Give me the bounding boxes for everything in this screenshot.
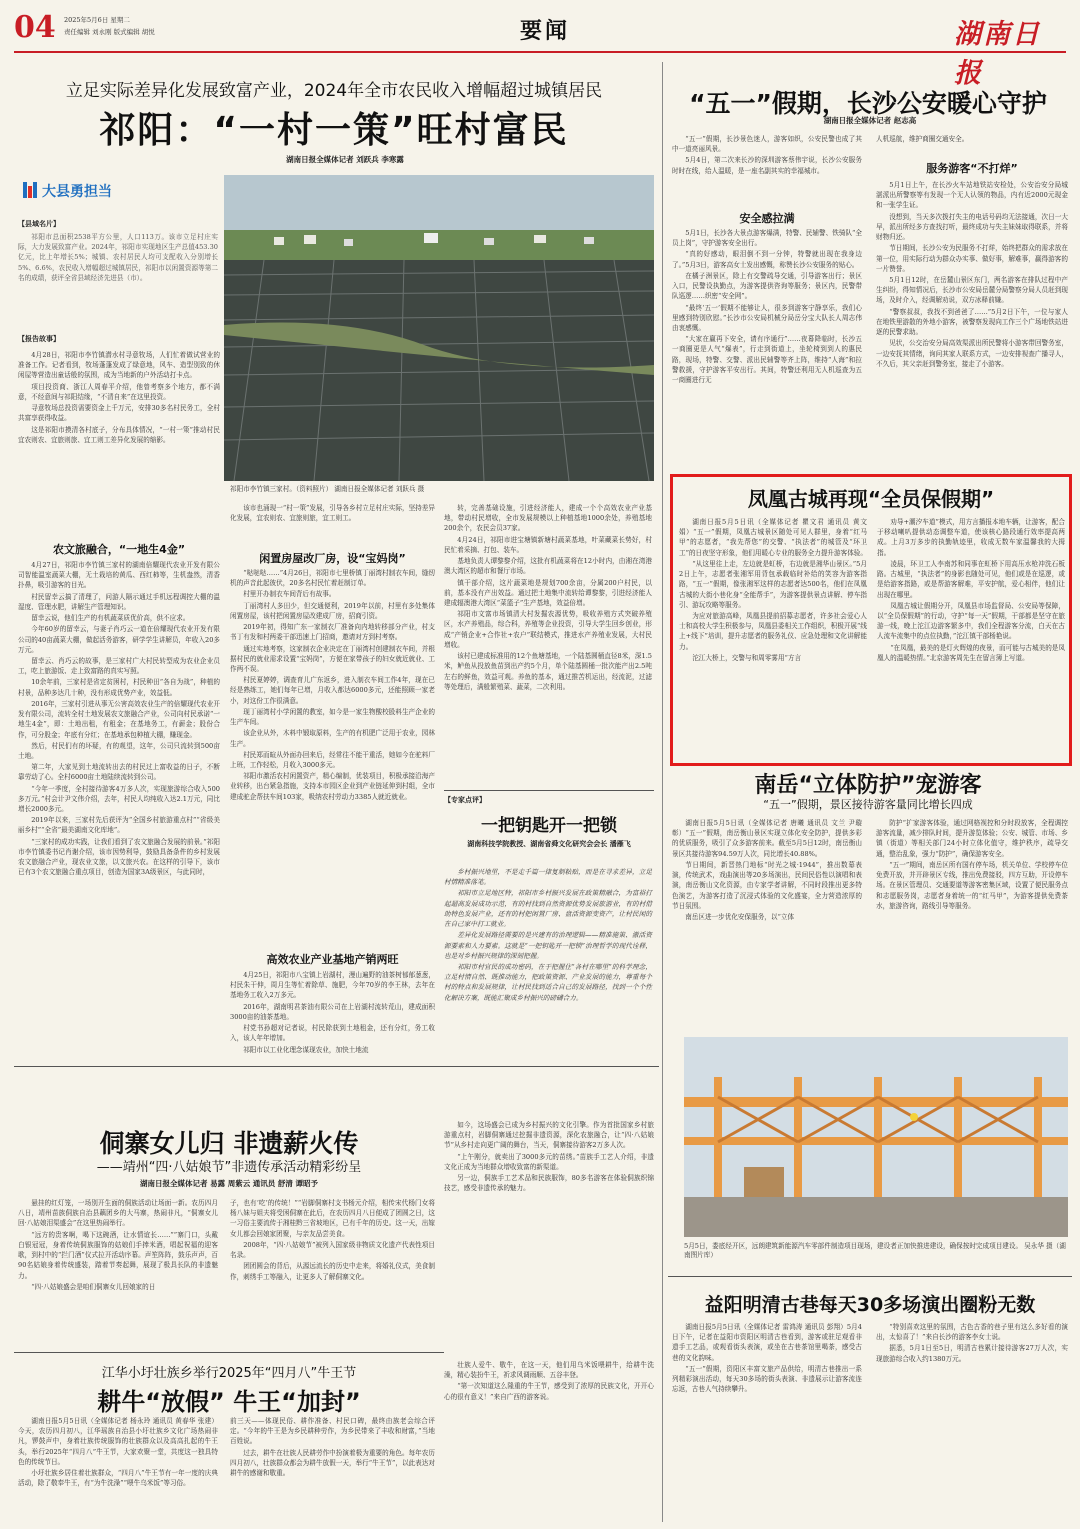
report-story-tag: 【报告故事】 bbox=[18, 335, 60, 343]
niu-kicker: 江华小圩壮族乡举行2025年“四月八”牛王节 bbox=[101, 1366, 357, 1381]
dong-byline: 湖南日报全媒体记者 易露 周紫云 通讯员 舒清 谭昭予 bbox=[139, 1179, 319, 1188]
qiyang-subhead-3: 高效农业产业基地产销两旺 bbox=[266, 953, 399, 966]
fenghuang-title: 凤凰古城再现“全员保假期” bbox=[747, 487, 995, 511]
qiyang-subhead-2: 闲置房屋改厂房，设“宝妈岗” bbox=[259, 552, 406, 565]
masthead-rule bbox=[14, 51, 1066, 53]
editors-line: 责任编辑 刘永刚 版式编辑 胡悦 bbox=[64, 28, 155, 36]
dong-title: 侗寨女儿归 非遗薪火传 bbox=[99, 1129, 359, 1158]
qiyang-col1-top: 4月28日，祁阳市李竹镇潜水村寻意牧场，人们忙着做试营业的准备工作。记者看到，牧场蓬蓬发成了绿意地，风车、造型别致的休闲屋等营造出童话般的氛围，成为当地新的户外活动打卡点。 项目投资商、浙江人周春平介绍，他曾考察多个地方，都不满意，不经意间与祁阳结缘，“不清自来”在这里投资。 寻意牧场总投资需要资金上千万元，安排30多名村民务工，全村共富享获得收益。 这是祁阳市摸清各村底子，分布具体情况，“一村一策”推动村民宜农则农、宜旅则旅、宜工则工差异化发展的缩影。 bbox=[18, 351, 220, 444]
changsha-col2-bottom: 5月1日上午，在长沙火车站地铁站安检处，公安治安分局城湛派出所警察等有发现一个无人认领的物品，内有近2000元现金和一张学生证。 没想到，当天多次拨打失主的电话号码均无法接通，次日一大早，派出所经多方查找打听，最终成功与失主妹妹取得联系，并将财物归还。 节日期间，长沙公安为民服务不打烊，始终把群众的需求放在第一位，用实际行动为群众办实事、做好事，解难事，赢得游客的一片赞誉。 5月1日12时，在岳麓山景区东门，两名游客在排队过程中产生纠纷，得知情况后，长沙市公安局岳麓分局警察分局人员赶到现场，及时介入，经调解劝说，双方冰释前嫌。 “警察叔叔，我找不到爸爸了……”5月2日下午，一位与家人在地铁里游散的外地小游客，被警察发现向工作三个广场地铁站进逐的民警求助。 见状，公交治安分局高效渠派出所民警将小游客带回警务室，一边安抚其情绪，询问其家人联系方式，一边安排视查广播寻人，不久后，其父亲赶到警务室，接走了小游客。 bbox=[876, 181, 1068, 368]
column-divider bbox=[662, 62, 663, 1522]
qiyang-photo-caption: 祁阳市李竹镇三家村。（资料照片） 湖南日报全媒体记者 刘跃兵 摄 bbox=[230, 485, 425, 493]
newspaper-logo: 湖南日报 bbox=[954, 19, 1041, 89]
expert-box bbox=[444, 790, 654, 1060]
qiyang-byline: 湖南日报全媒体记者 刘跃兵 李寒露 bbox=[286, 155, 404, 164]
changsha-col1-bottom: 5月1日，长沙各大景点游客爆满，特警、民辅警、铁骑队“全员上岗”，守护游客安全出行。 “真的好感动，眼泪倒不到一分钟，特警就出现在我身边了。”5月3日，游客高女士发出感慨，称赞长沙公安服务的贴心。 在橘子洲景区，除上有交警疏导交通，引导游客出行；景区入口，民警设执勤点，为游客提供咨询等服务；景区内，民警带队巡逻……织密“安全网”。 “最终‘五一’假期不能够让人，很多到游客宁静享乐，我们心里感到特别欣慰。”长沙市公安局机械分局岳分宝大队长人周志伟由衷感慨。 “大家在赢再下安全，请有序通行”……夜幕降临时，长沙五一商圈更是人气“爆表”，行走到街道上，坐轮椅到到人的惠民路，现场，特警、交警、派出民辅警等齐上阵，维持“人海”和拉警救援，守护游客平安出行。其间，特警还利用无人机巡查为五一商圈进行无 bbox=[672, 229, 862, 385]
badge-icon bbox=[22, 181, 38, 199]
date-line: 2025年5月6日 星期二 bbox=[64, 16, 130, 24]
qiyang-subhead-1: 农文旅融合，“一地生4金” bbox=[52, 543, 186, 556]
qiyang-col2-bottom: 4月25日，祁阳市八宝镇上岩湖村，漫山遍野的油茶树郁郁葱葱，村民朱干伸，周月生等忙着除草、施肥，今年70岁的李王林，去年在基地务工收入2万多元。 2016年，湖南明君茶油有限公司在上岩湖村流转荒山，建成面积3000亩的油茶基地。 村党书孙超对记者说，村民除获到土地租金，还有分红，务工收入，该人年年增加。 祁阳市以工业化理念谋现农业，加快土地流 bbox=[230, 971, 435, 1054]
column-badge bbox=[22, 179, 142, 201]
nanyue-col1: 湖南日报5月5日讯（全媒体记者 唐曦 通讯员 文兰 尹璇彰）“五一”假期，南岳衡山景区实现立体化安全防护，提供多彩的优质服务，吸引了众多游客前来。截至5月5日12时，南岳衡山景区共接待游客94.59万人次，同比增长40.88%。 节日期间，新晋热门地标“时光之城·1944”，推出数幕表演，传统武术，戏曲演出等20多场演出，民间民俗性以演唱和表演，南岳衡山文化资源，由专家学者讲解，不同时段推出更多特色演艺，为游客打造了沉浸式体验的文化盛宴，全力营造浓厚的节日氛围。 南岳区进一步优化安保服务，以“立体 bbox=[672, 819, 862, 921]
bottom-left-divider bbox=[14, 1066, 659, 1067]
niu-col3: 壮族人爱牛、敬牛，在这一天，他们用乌米饭喂耕牛，给耕牛洗澡，精心装扮牛王，祈求风调雨顺、五谷丰登。 “第一次知道这么隆重的牛王节，感受到了浓厚的民族文化，开开心心的很有意义！”来自广西的游客说。 bbox=[444, 1361, 654, 1401]
fenghuang-highlight-box bbox=[670, 474, 1072, 766]
page-number: 04 bbox=[14, 10, 56, 45]
qiyang-col2-mid: “哒哒哒……”4月26日，祁阳市七里桥镇丁丽湾村制衣车间，缝纫机的声音此起彼伏，20多名村民忙着赶制订单。 村里开办制衣车间背后有故事。 丁丽湾村人多田少，但交通便利，2019年以前，村里有多处集体闲置房屋，该村把闲置房屋改建成厂房，招商引资。 2019年初，得知广东一家制衣厂准备向内地转移部分产业，村支书丁有发和村两委干部迅速上门招商，邀请对方到村考察。 通过实地考察，这家制衣企业决定在丁丽湾村创建制衣车间，并根据村民的就业需求设置“宝妈岗”，方便在家带孩子的妇女就近就业、工作两不误。 村民夏婷婷，调查育儿广东返乡，进入制衣车间工作4年，现在已经是熟练工，她们每年已增，月收入都达6000多元，还能照顾一家老小，对这份工作很满意。 现丁丽湾村小学闲置的教室，如今是一家生物酸校股料生产企业的生产车间。 该企业从外，木料中锻取原料，生产的有机肥广泛用于农业，园林生产。 村民郑而暄从外面办回来后，经常往不能干重活，她如今在驼料厂上班，工作轻松，月收入3000多元。 祁阳市激活农村闲置资产，精心编制，优装项目，积极承接沿海产业转移，出台紧急指施，支持本市园区企业到产业链延伸到村组，全市建成驼企帮扶车间103家，吸纳农村劳动力3385人就近就业。 bbox=[230, 569, 435, 801]
dong-col2: 子，也有‘吃’的传统！”“岩脚侗寨村支书杨元介绍，相传宋代杨门女将杨八妹与姐夫将受困侗寨在此后，在农历四月八日便成了团圆之日，这一习俗主要流传于湘桂黔三省坡地区，已有千年的历史。这一天，出嫁女儿都会回娘家团聚，与亲友品尝美食。 2008年，“四·八姑娘节”被列入国家级非物质文化遗产代表性项目名录。 团团圆会的背后，从源远流长的历史中走来，将婚礼仪式，美食制作，刺绣手工等融入，让更多人了解侗寨文化。 bbox=[230, 1199, 435, 1281]
nanyue-title: 南岳“立体防护”宠游客 bbox=[754, 773, 982, 798]
expert-byline: 湖南科技学院教授、湖南省舜文化研究会会长 潘雁飞 bbox=[467, 840, 631, 848]
dong-subtitle: ——靖州“四·八姑娘节”非遗传承活动精彩纷呈 bbox=[96, 1160, 362, 1175]
qiyang-kicker: 立足实际差异化发展致富产业，2024年全市农民收入增幅超过城镇居民 bbox=[65, 81, 603, 101]
nanyue-subtitle: “五一”假期，景区接待游客量同比增长四成 bbox=[763, 798, 973, 811]
nanyue-col2: 防护“扩家游客体验，通过网格视控和分时段放客，全程调控游客流量，减少排队时间，提升游览体验；公安、城管、市场、乡镇（街道）等相关部门24小时立体化值守，维护秩序，疏导交通，整治乱象，强力“防护”，确保游客安全。 “五一”期间，南岳区所有国有停车场，机关单位、学校停车位免费开放，并开辟景区专线，推出免费接驳，四方互助，开设停车场。在景区管理员、交通要道等游客密集区域，设置了便民服务点和志愿服务岗，志愿者身着统一的“红马甲”，为游客提供免费茶水，旅游咨询，路线引导等服务。 bbox=[876, 819, 1068, 910]
qiyang-col2-top: 该市也涌现一“村一策”发展，引导各乡村立足村庄实际，坚持差异化发展，宜农则农、宜旅则旅，宜工则工。 bbox=[230, 504, 435, 523]
masthead bbox=[14, 10, 1066, 89]
dong-col1: 悬挂的红灯笼，一场别开生面的侗族活动让场面一新。农历四月八日，靖州苗族侗族自治县藕团乡的大马寨，热闹非凡，“侗寨女儿回·八姑娘泪渠盛会”在这里热闹举行。 “远方的贵客啊，喝下这碗酒，让水情谊长……””寨门口，头戴白银冠冠，身着传统侗族服饰的姑娘们手捧米酒，唱起祝福的迎客歌，到村中的“拦门酒”仪式拉开活动序幕。声笙阵阵，鼓乐声声，百90名姑娘身着传统盛装，踏着节奏起舞，展现了极具长队的非遗魅力。 “四·八姑娘盛会是咱们侗寨女儿回娘家的日 bbox=[18, 1199, 218, 1291]
dong-col3: 如今，这场盛会已成为乡村振兴的文化引擎。作为首批国家乡村旅游重点村，岩脚侗寨通过挖掘非遗资源，深化农旅融合，让“四·八姑娘节”从乡村走向更广阔的舞台，当天，侗寨接待游客2万多人次。 “上午刚分，就卖出了3000多元的苗绣。”苗族手工艺人介绍，非遗文化正成为当地群众增收致富的新渠道。 另一边，侗族手工艺术品和民族服饰，80多名游客在体验侗族织锦技艺，感受非遗传承的魅力。 bbox=[444, 1121, 654, 1193]
county-card-text: 祁阳市总面积2538平方公里，人口113万。该市立足村庄实际，大力发展致富产业。2024年，祁阳市实现地区生产总值453.30亿元，比上年增长5%；城镇、农村居民人均可支配收入分别增长5%、6.6%，农民收入增幅超过城镇居民，祁阳市以闲置资源等第二名的成绩，获评全省县域经济先进县（市）。 bbox=[18, 233, 218, 282]
section-title: 要闻 bbox=[520, 19, 571, 44]
construction-photo bbox=[684, 1037, 1068, 1237]
yiyang-title: 益阳明清古巷每天30多场演出圈粉无数 bbox=[704, 1294, 1036, 1316]
changsha-col2-top: 人机巡航，维护商圈交通安全。 bbox=[876, 135, 969, 143]
badge-label: 大县勇担当 bbox=[42, 184, 112, 200]
expert-title: 一把钥匙开一把锁 bbox=[481, 816, 617, 836]
niu-col1: 湖南日报5月5日讯（全媒体记者 杨永玲 通讯员 黄春华 张建）今天，农历四月初八，江华瑶族自治县小圩壮族乡文化广场热闹非凡，锣鼓声中，身着壮族传统服饰的壮族群众以及高高扎起的牛王头，举行2025年“四月八”牛王节，大家欢聚一堂，共度这一独具特色的传统节日。 小圩壮族乡居住着壮族群众，“四月八”牛王节有一年一度的庆典活动，除了敬奉牛王，有“为牛洗澡”“喂牛乌米饭”等习俗。 bbox=[18, 1417, 218, 1488]
changsha-byline: 湖南日报全媒体记者 赵志高 bbox=[823, 116, 917, 125]
fenghuang-col1: 湖南日报5月5日讯（全媒体记者 瞿文君 通讯员 黄文娟）“五一”假期，凤凰古城景区随处可见人群里，身着“红马甲”的志愿者，“我先帮您”的交警、“执法者”的城管及“环卫工”的日夜坚守形象，他们用暖心专业的服务全力提升游客体验。 “从这里往上走，左边就是虹桥，右边就是湘华山景区。”5月2日上午，志愿者张湘军用背包承载临时补给的笑容为游客指路，“五一”假期，像张湘军这样的志愿者达500名，他们在凤凰古城的大街小巷化身“全能帮手”，为游客提供景点讲解、停车指引、游玩攻略等服务。 为应对旅游高峰，凤凰县提前招募志愿者，许多社会爱心人士和高校大学生积极参与，凤凰县委相关工作组织，积极开展“线上+线下”培训，提升志愿者的服务礼仪、应急处理和文化讲解能力。 沱江大桥上，交警与和周零雾用“方言 bbox=[679, 518, 867, 662]
niu-title: 耕牛“放假” 牛王“加封” bbox=[97, 1388, 361, 1416]
changsha-subhead-2: 服务游客“不打烊” bbox=[926, 162, 1018, 175]
right-bottom-divider bbox=[668, 1276, 1072, 1277]
yiyang-col1: 湖南日报5月5日讯（全媒体记者 雷鸿涛 通讯员 彭翔）5月4日下午，记者在益阳市资阳区明清古巷看到，游客或驻足观看非遗手工艺品，或观看街头表演，或坐在古巷茶馆里喝茶，感受古巷的文化韵味。 “五一”假期，资阳区丰富文旅产品供给，明清古巷推出一系列精彩演出活动，每天30多场的街头表演、非遗展示让游客流连忘返，古巷人气持续攀升。 bbox=[672, 1323, 862, 1394]
yiyang-col2: “特别喜欢这里的氛围，古色古香的巷子里有这么多好看的演出，太惊喜了！”来自长沙的游客李女士说。 据悉，5月1日至5日，明清古巷累计接待游客27万人次，实现旅游综合收入约1380万元。 bbox=[876, 1323, 1068, 1363]
qiyang-col1-bottom: 4月27日，祁阳市李竹镇三家村的湖南倍耀现代农业开发有限公司智能温室蔬菜大棚，无土栽培的黄瓜、西红柿等，生机盎然，清香扑鼻，吸引游客的目光。 村民留幸云搞了清理了，问游人隔示通过手机远程调控大棚的温湿度、管理水肥，讲解生产管理知识。 留幸云说，他们生产的有机蔬菜质优价高，供不应求。 今年60岁的留幸云，与妻子肖巧云一道在倍耀现代农业开发有限公司的40亩蔬菜大棚，做起活务游客，研学学生讲解员，年收入20多万元。 留幸云、肖巧云的故事，是三家村广大村民转型成为农业企业员工，吃上旅游饭、走上致富路的真实写照。 10余年前，三家村是省定贫困村，村民种田“各自为战”，种植的村景，品种多达几十种，没有形成优势产业，效益低。 2016年，三家村引进从事无公害高效农业生产的倍耀现代农业开发有限公司，流转全村土地发展农文旅融合产业，公司向村民承诺“一地生4金”，即：土地出租，有租金；在基地务工，有薪金；股份合作，可分股金；年底有分红；在基地承包种植大棚，赚现金。 然后，村民们有的坏疑，有的观望，这年，公司只流转到500亩土地。 第二年，大家见到土地流转出去的村民过上富收益的日子，不断靠劳动了心。全村6000亩土地陆续流转到公司。 “今年一季度，全村接待游客4万多人次，实现旅游综合收入500多万元。”村会计尹文伟介绍，去年，村民人均纯收入达2.1万元，同比增长2000多元。 2019年以来，三家村先后获评为“全国乡村旅游重点村”“省级美丽乡村”“全省”最美湖南文化库地”。 “三家村的成功实践，让我们看到了农文旅融合发展的前景。”祁阳市李竹镇委书记肖谢介绍，该市因势利导，鼓励具备条件的乡村发展农文旅融合产业，现农业文旅，以文旅兴农。在这样的引导下，该市已有3个农文旅融合重点项目，创造为国家3A级景区，与此同时， bbox=[18, 561, 220, 877]
construction-photo-caption: 5月5日，娄底经开区，远朗建筑新能源汽车零部件制造项目现场，建设者正加快推进建设，确保按时完成项目建设。 吴永华 摄（湖南图片库） bbox=[684, 1242, 1066, 1260]
changsha-subhead-1: 安全感拉满 bbox=[739, 212, 795, 225]
qiyang-title: 祁阳：“一村一策”旺村富民 bbox=[99, 110, 569, 151]
county-card-tag: 【县域名片】 bbox=[18, 220, 60, 228]
expert-tag: 【专家点评】 bbox=[444, 796, 486, 804]
qiyang-photo bbox=[224, 175, 654, 481]
fenghuang-col2: 劝导+潮汐车道”模式，用方言播报本地车辆，让游客，配合于移动喇叭提供动态调整车道，使该核心路段通行效率提高两成。上月3万多步的执勤轨迹里，收成无数车家温馨我的大拇指。 凌晨，环卫工人李南苏和同事在虹桥下用高压水枪冲洗石板路。古城里，“执法者”的身影也随处可见，他们或是在巡逻，或是给游客指路，或是帮游客解难，平安护航，爱心相伴，他们让出现在哪里。 凤凰古城让假期分开，凤凰县市场监督局、公安局等保障，以“全员保假期”的行动，守护“每一天”假期，干部都是坚守在旅游一线，晚上沱江边游客繁多中，我们全程游客分流，白天在古人流车流集中的点位执勤，”沱江镇干部杨艳说。 “在凤凰，最美的是灯火辉煌的夜景，而可能与古城美的是凤凰人的温暖热情。”北京游客周先生在留言簿上写道。 bbox=[877, 518, 1065, 662]
expert-body: 乡村振兴地里，不是走千篇一律复制粘贴，而是在寻求差异，立足村情精准落笔。 祁阳市立足地区特，祁阳市乡村振兴发展在政策精融合，为富裕打起超高发展成功示范，有的村找到自然资源优势发展旅游业，有的村借助特色发展产业，还有的村把闲置厂房、盘活资源变资产，让村民闲的在自己家中打工就业。 差异化发展路径需要的是兴建有的治理逻辑——精准施策、激活资源要素和人力要素。这就是“一把钥匙开一把锁”治理哲学的现代诠释，也是对乡村振兴规律的深刻把握。 祁阳市村官民的成功密码，在于把握住“各村在哪里”的科学理念，立足村情自然、既推动能力，把政策资源、产业发展的能力，尊重每个村的特点和发展规律，让村民找到适合自己的发展路径，找到一个个性化解决方案，既能汇聚成乡村振兴的磅礴合力。 bbox=[444, 868, 652, 1002]
qiyang-col3: 转，完善基础设施，引进经济能人，建成一个个高效农业产业基地，带动村民增收，全市发展规模以上种植基地1000余处，养殖基地200余个，农民会员37家。 4月24日，祁阳市进宝塘镇新塘村蔬菜基地，叶菜藏菜长势好，村民忙着采摘、打包、装车。 基地负责人谭黎黎介绍，这批有机蔬菜将在12小时内，由湘在湾港澳大湾区的超市和餐厅市场。 镇干部介绍，这片蔬菜地是规划700余亩，分属200户村民，以前，基本没有产出效益。通过把土地集中流转给谭黎黎，引进经济能人建成辐澳港大湾区“菜篮子”生产基地，效益倍增。 祁阳市文富市场镇清大村发掘农源优势，吸收养殖方式突破养殖区，水产养殖品，综合科，养殖等企业投资，引导大学生回乡创业，形成“产销企业+合作社+农户”联结模式，推进水产养殖业发展，大村民增收。 该村已建成标准用的12个鱼塘基地，一个陆基圆桶直径8米，深1.5米，鲈鱼从投放鱼苗到出产约5个月，单个陆基圆桶一批次能产出2.5吨左右的鲜鱼，效益可观。养鱼的基本，通过推苦机运出，经流泥，过滤等处理后，满般繁殖菜、蔬菜，二次利用。 bbox=[444, 504, 652, 691]
changsha-title: “五一”假期，长沙公安暖心守护 bbox=[689, 89, 1047, 118]
niu-col2: 前三天——体现民俗、耕作准备、村民口碑，最终由族老会综合评定。“今年的牛王是为乡民耕种劳作，为乡民带来了丰收和财富，”当地百姓说。 过去，耕牛在壮族人民耕劳作中扮演着极为重要的角色。每年农历四月初八，壮族群众都会为耕牛放假一天，举行“牛王节”，以此表达对耕牛的感谢和敬重。 bbox=[230, 1417, 435, 1478]
changsha-col1-top: “五一”假期，长沙景色迷人，游客如织，公安民警也成了其中一道亮丽风景。 5月4日，第二次来长沙的深圳游客蔡伟宇说，长沙公安服务时时在线，给人温暖，是一座名副其实的幸福城市。 bbox=[672, 135, 862, 175]
dong-divider bbox=[14, 1352, 444, 1353]
